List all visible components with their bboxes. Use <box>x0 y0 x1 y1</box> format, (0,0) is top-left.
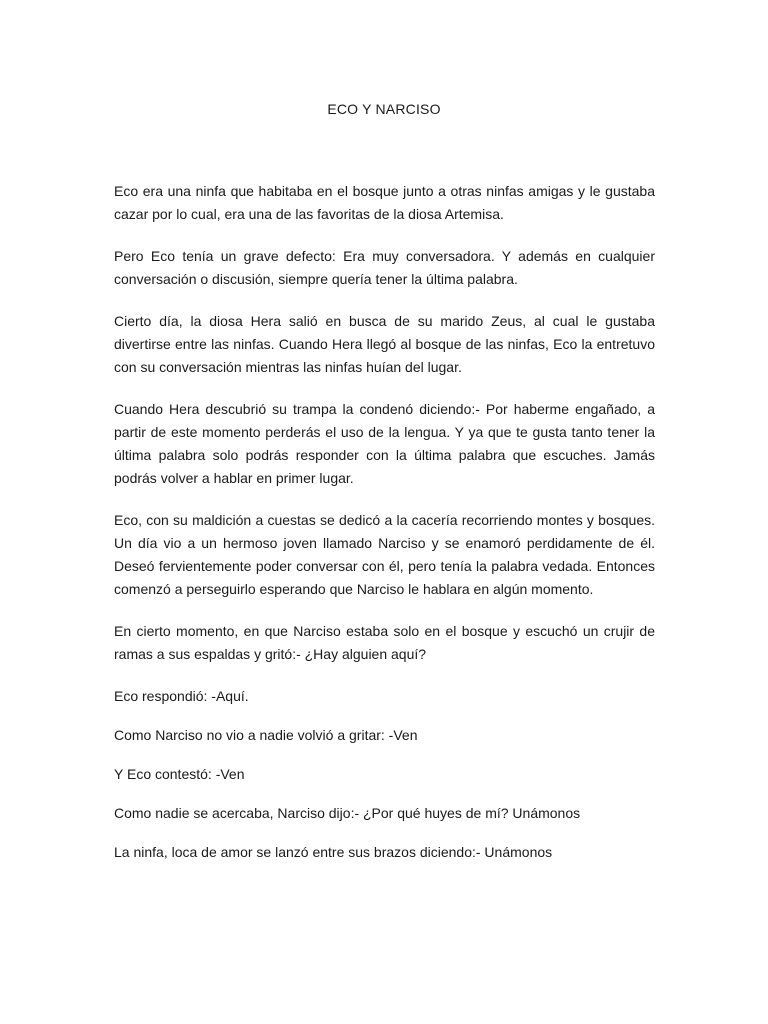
document-body <box>114 180 655 880</box>
paragraph: Eco era una ninfa que habitaba en el bosque junto a otras ninfas amigas y le gustaba cazar por lo cual, era una de las favoritas de la diosa Artemisa. <box>114 183 655 222</box>
paragraph: Cuando Hera descubrió su trampa la condenó diciendo:- Por haberme engañado, a partir de este momento perderás el uso de la lengua. Y ya que te gusta tanto tener la última palabra solo podrás responder con la última palabra que escuches. Jamás podrás volver a hablar en primer lugar. <box>114 401 655 486</box>
paragraph: Eco respondió: -Aquí. <box>114 688 249 704</box>
paragraph: La ninfa, loca de amor se lanzó entre sus brazos diciendo:- Unámonos <box>114 844 553 860</box>
paragraph: En cierto momento, en que Narciso estaba solo en el bosque y escuchó un crujir de ramas a sus espaldas y gritó:- ¿Hay alguien aquí? <box>114 623 655 662</box>
paragraph: Como Narciso no vio a nadie volvió a gritar: -Ven <box>114 727 418 743</box>
paragraph: Como nadie se acercaba, Narciso dijo:- ¿Por qué huyes de mí? Unámonos <box>114 805 581 821</box>
paragraph: Pero Eco tenía un grave defecto: Era muy conversadora. Y además en cualquier conversación o discusión, siempre quería tener la última palabra. <box>114 248 655 287</box>
paragraph: Cierto día, la diosa Hera salió en busca de su marido Zeus, al cual le gustaba divertirse entre las ninfas. Cuando Hera llegó al bosque de las ninfas, Eco la entretuvo con su conversación mientras las ninfas huían del lugar. <box>114 313 655 375</box>
paragraph: Y Eco contestó: -Ven <box>114 766 245 782</box>
document-title: ECO Y NARCISO <box>327 101 441 117</box>
paragraph: Eco, con su maldición a cuestas se dedicó a la cacería recorriendo montes y bosques. Un día vio a un hermoso joven llamado Narciso y se enamoró perdidamente de él. Deseó fervientemente poder conversar con él, pero tenía la palabra vedada. Entonces comenzó a perseguirlo esperando que Narciso le hablara en algún momento. <box>114 512 655 597</box>
